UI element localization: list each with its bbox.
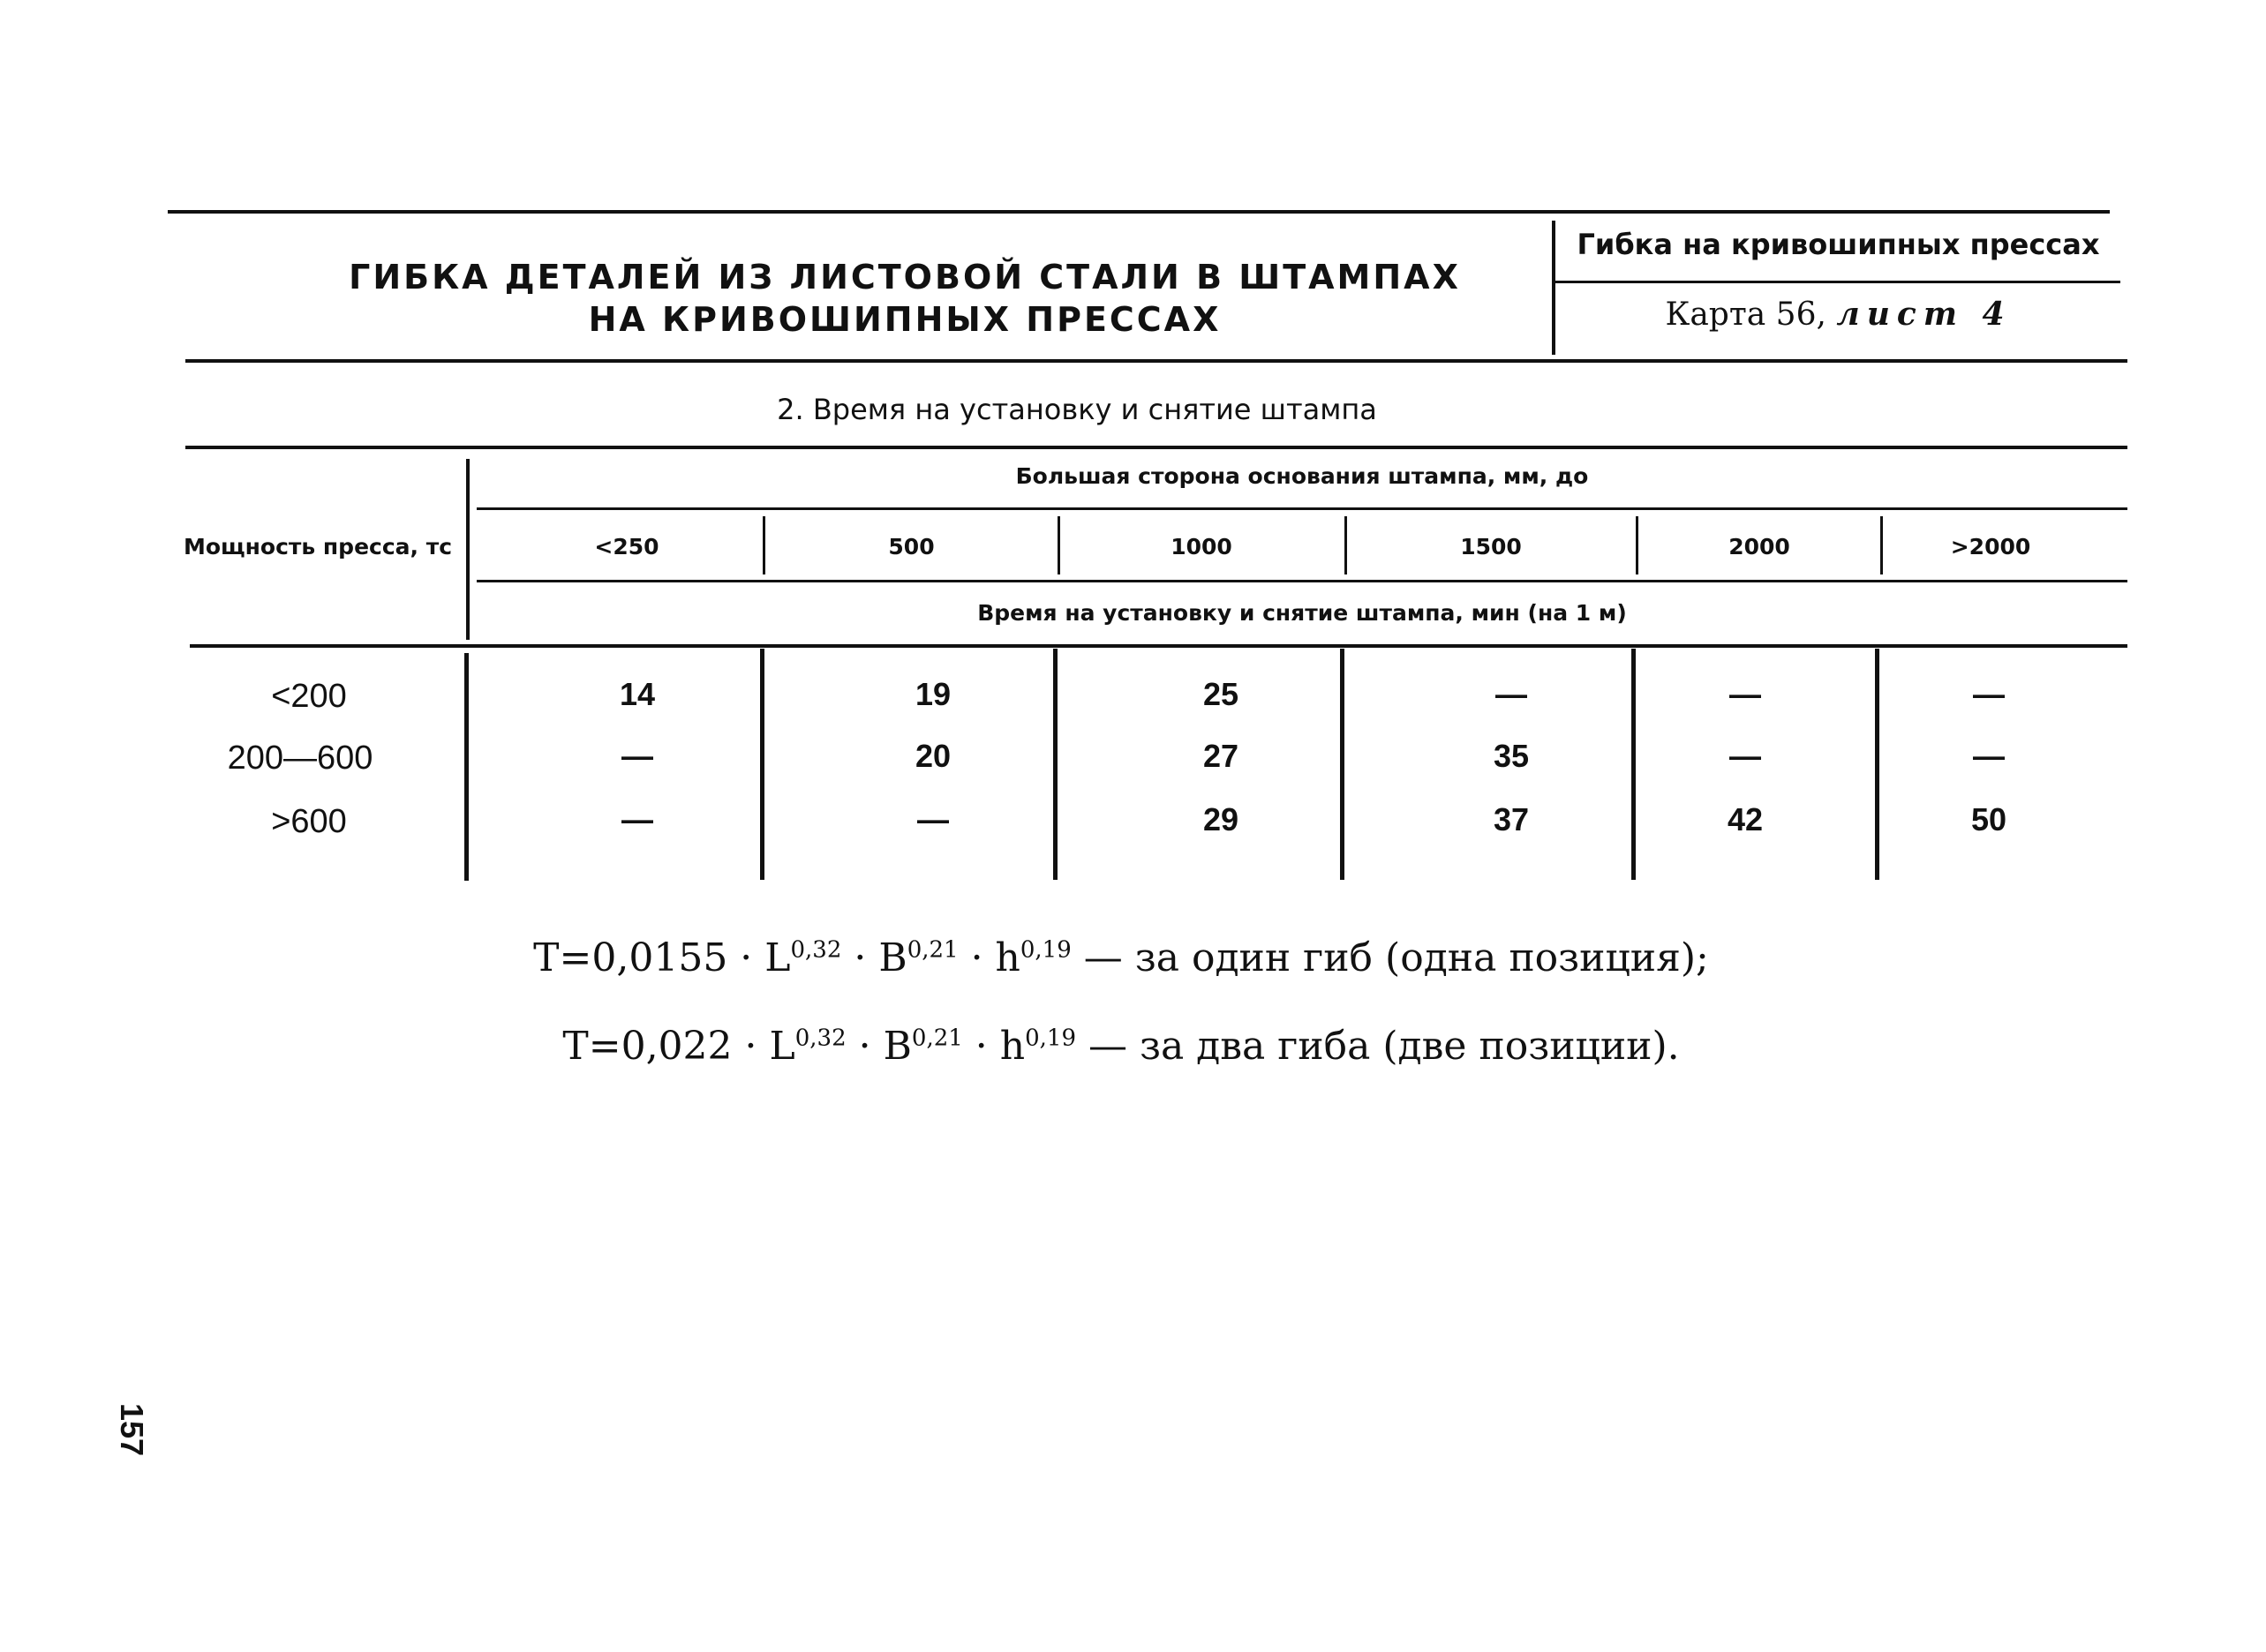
header-bottom-rule xyxy=(185,359,2127,363)
column-header: 2000 xyxy=(1728,534,1790,559)
body-col-divider-0 xyxy=(464,653,469,881)
table-top-rule xyxy=(185,446,2127,449)
hdr-col-divider-4 xyxy=(1636,516,1638,574)
hdr-col-divider-3 xyxy=(1344,516,1347,574)
table-cell: 29 xyxy=(1202,801,1239,837)
table-cell: 27 xyxy=(1202,738,1239,774)
body-col-divider-2 xyxy=(1053,649,1058,880)
row-label: >600 xyxy=(271,803,347,840)
header-right-rule xyxy=(1555,281,2120,283)
table-cell: — xyxy=(917,801,949,837)
table-cell: 19 xyxy=(915,676,952,712)
table-header-bottom-rule xyxy=(190,644,2127,648)
table-cell: 20 xyxy=(915,738,952,774)
section-title: 2. Время на установку и снятие штампа xyxy=(777,393,1377,426)
column-header: 1500 xyxy=(1460,534,1522,559)
table-cell: 50 xyxy=(1970,801,2007,837)
row-label: 200—600 xyxy=(227,740,373,777)
group-header-rule xyxy=(477,507,2127,510)
table-cell: — xyxy=(1973,676,2005,712)
table-cell: — xyxy=(1729,738,1761,774)
body-col-divider-3 xyxy=(1340,649,1344,880)
table-cell: — xyxy=(1973,738,2005,774)
row-label: <200 xyxy=(271,678,347,715)
hdr-col-divider-1 xyxy=(763,516,765,574)
header-category: Гибка на кривошипных прессах xyxy=(1577,228,2100,261)
formula-two-bends: $T=0,022 \cdot L^{0,32} \cdot B^{0,21} \cdot h^{0,19}$ — за два гиба (две позиции). xyxy=(562,1024,1680,1069)
table-cell: 35 xyxy=(1493,738,1530,774)
column-header: 1000 xyxy=(1171,534,1232,559)
body-col-divider-5 xyxy=(1875,649,1879,880)
formula-one-bend: $T=0,0155 \cdot L^{0,32} \cdot B^{0,21} \cdot h^{0,19}$ — за один гиб (одна позиция); xyxy=(533,935,1709,980)
page-number: 157 xyxy=(114,1402,150,1457)
table-cell: 14 xyxy=(619,676,656,712)
document-title xyxy=(265,256,1545,341)
hdr-col-divider-5 xyxy=(1880,516,1883,574)
header-card-number xyxy=(1558,296,2119,333)
row-header-label: Мощность пресса, тс xyxy=(183,534,453,559)
card-label: Карта 56, xyxy=(1665,297,1826,333)
top-rule xyxy=(168,210,2110,214)
sheet-label: лист 4 xyxy=(1836,296,2012,333)
body-col-divider-1 xyxy=(760,649,764,880)
table-cell: — xyxy=(621,738,653,774)
column-header: <250 xyxy=(594,534,659,559)
table-cell: 37 xyxy=(1493,801,1530,837)
columns-rule xyxy=(477,580,2127,582)
column-header: >2000 xyxy=(1950,534,2031,559)
header-divider xyxy=(1552,221,1555,355)
title-line-1: ГИБКА ДЕТАЛЕЙ ИЗ ЛИСТОВОЙ СТАЛИ В ШТАМПАХ xyxy=(349,258,1461,297)
table-cell: — xyxy=(1495,676,1527,712)
table-cell: — xyxy=(621,801,653,837)
group-header: Большая сторона основания штампа, мм, до xyxy=(1015,463,1589,489)
table-cell: 42 xyxy=(1727,801,1764,837)
title-line-2: НА КРИВОШИПНЫХ ПРЕССАХ xyxy=(588,300,1222,339)
body-col-divider-4 xyxy=(1631,649,1636,880)
table-row-header-divider xyxy=(466,459,470,640)
table-cell: 25 xyxy=(1202,676,1239,712)
sub-header: Время на установку и снятие штампа, мин (на 1 м) xyxy=(977,600,1627,626)
column-header: 500 xyxy=(888,534,935,559)
table-cell: — xyxy=(1729,676,1761,712)
hdr-col-divider-2 xyxy=(1058,516,1060,574)
